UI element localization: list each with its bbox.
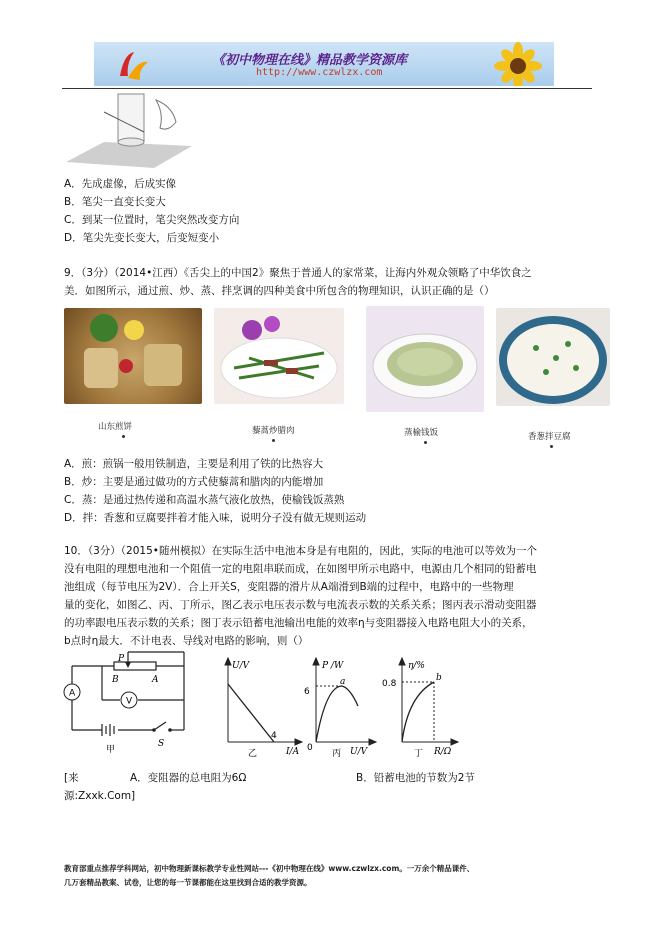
caption-jianbing: 山东煎饼 (98, 422, 133, 432)
ding-point-label: b (436, 673, 442, 683)
banner-title: 《初中物理在线》精品教学资源库 (212, 53, 408, 68)
caption-dot (550, 445, 553, 448)
header-rule (62, 88, 592, 89)
caption-dot (272, 439, 275, 442)
banner-url[interactable]: http://www.czwlzx.com (256, 67, 383, 78)
q8-option-b: B．笔尖一直变长变大 (64, 196, 166, 208)
slider-label: P (118, 654, 125, 664)
circuit-diagram-jia (62, 648, 197, 758)
footer-line-2: 几万套精品教案、试卷，让您的每一节课都能在这里找到合适的教学资源。 (64, 878, 312, 887)
fig-yi-label: 乙 (248, 749, 258, 759)
photo-tofu (496, 308, 610, 406)
bing-y-tick: 6 (304, 687, 310, 697)
graph-yi (214, 656, 308, 760)
q9-option-c: C．蒸：是通过热传递和高温水蒸气液化放热，使榆钱饭蒸熟 (64, 494, 345, 506)
photo-stirfry (214, 308, 344, 404)
fig-bing-label: 丙 (332, 749, 342, 759)
graph-ding (368, 656, 464, 760)
logo-icon (114, 48, 150, 82)
fig-jia-label: 甲 (106, 745, 116, 755)
q10-option-a: A．变阻器的总电阻为6Ω (130, 772, 247, 784)
q8-option-d: D．笔尖先变长变大，后变短变小 (64, 232, 220, 244)
q10-line4: 量的变化，如图乙、丙、丁所示，图乙表示电压表示数与电流表示数的关系关系；图丙表示滑动变阻器 (64, 599, 537, 611)
q10-line1: 10．（3分）（2015•随州模拟）在实际生活中电池本身是有电阻的，因此，实际的电池可以等效为一个 (64, 545, 537, 557)
footer-line-1: 教育部重点推荐学科网站，初中物理新课标教学专业性网站---《初中物理在线》www.czwlzx.com。一万余个精品课件、 (64, 864, 475, 873)
q9-option-a: A．煎：煎锅一般用铁制造，主要是利用了铁的比热容大 (64, 458, 324, 470)
bing-origin: 0 (307, 743, 313, 753)
yi-x-tick: 4 (271, 731, 277, 741)
q10-line3: 池组成（每节电压为2V）．合上开关S，变阻器的滑片从A端滑到B端的过程中，电路中的一些物理 (64, 581, 514, 593)
q9-stem-line2: 美．如图所示，通过煎、炒、蒸、拌烹调的四种美食中所包含的物理知识，认识正确的是（） (64, 285, 495, 297)
q8-option-a: A．先成虚像，后成实像 (64, 178, 177, 190)
q10-line6: b点时η最大．不计电表、导线对电路的影响，则（） (64, 635, 309, 647)
caption-steamed-rice: 蒸榆钱饭 (404, 428, 439, 438)
bing-y-label: P /W (322, 661, 344, 671)
caption-dot (424, 441, 427, 444)
bing-point-label: a (340, 677, 346, 687)
footer-note (64, 862, 604, 890)
q10-line5: 的功率跟电压表示数的关系；图丁表示铅蓄电池输出电能的效率η与变阻器接入电路电阻大小的关系， (64, 617, 533, 629)
caption-tofu: 香葱拌豆腐 (528, 432, 571, 442)
fig-ding-label: 丁 (414, 749, 424, 759)
caption-dot (122, 435, 125, 438)
ding-x-label: R/Ω (434, 747, 452, 757)
q9-option-b: B．炒：主要是通过做功的方式使藜蒿和腊肉的内能增加 (64, 476, 324, 488)
glass-figure (64, 92, 194, 170)
ammeter-label: A (69, 688, 76, 699)
sunflower-icon (482, 42, 554, 86)
photo-steamed-rice (366, 306, 484, 412)
yi-y-label: U/V (232, 661, 250, 671)
ding-y-tick: 0.8 (382, 679, 397, 689)
switch-label: S (158, 739, 165, 749)
source-note-2: 源:Zxxk.Com] (64, 790, 136, 802)
end-label-b: B (112, 675, 119, 685)
caption-stirfry: 藜蒿炒腊肉 (252, 426, 295, 436)
q9-option-d: D．拌：香葱和豆腐要拌着才能入味，说明分子没有做无规则运动 (64, 512, 367, 524)
bing-x-label: U/V (350, 747, 368, 757)
photo-jianbing (64, 308, 202, 404)
voltmeter-label: V (126, 696, 133, 707)
source-note-1: [来 (64, 772, 79, 784)
end-label-a: A (152, 675, 159, 685)
yi-x-label: I/A (286, 747, 300, 757)
ding-y-label: η/% (408, 661, 425, 671)
q9-stem-line1: 9．（3分）（2014•江西）《舌尖上的中国2》聚焦于普通人的家常菜，让海内外观众领略了中华饮食之 (64, 267, 532, 279)
q8-option-c: C．到某一位置时，笔尖突然改变方向 (64, 214, 240, 226)
q10-option-b: B．铅蓄电池的节数为2节 (356, 772, 475, 784)
q10-line2: 没有电阻的理想电池和一个阻值一定的电阻串联而成，在如图甲所示电路中，电源由几个相同的铅蓄电 (64, 563, 537, 575)
header-banner (94, 42, 554, 86)
